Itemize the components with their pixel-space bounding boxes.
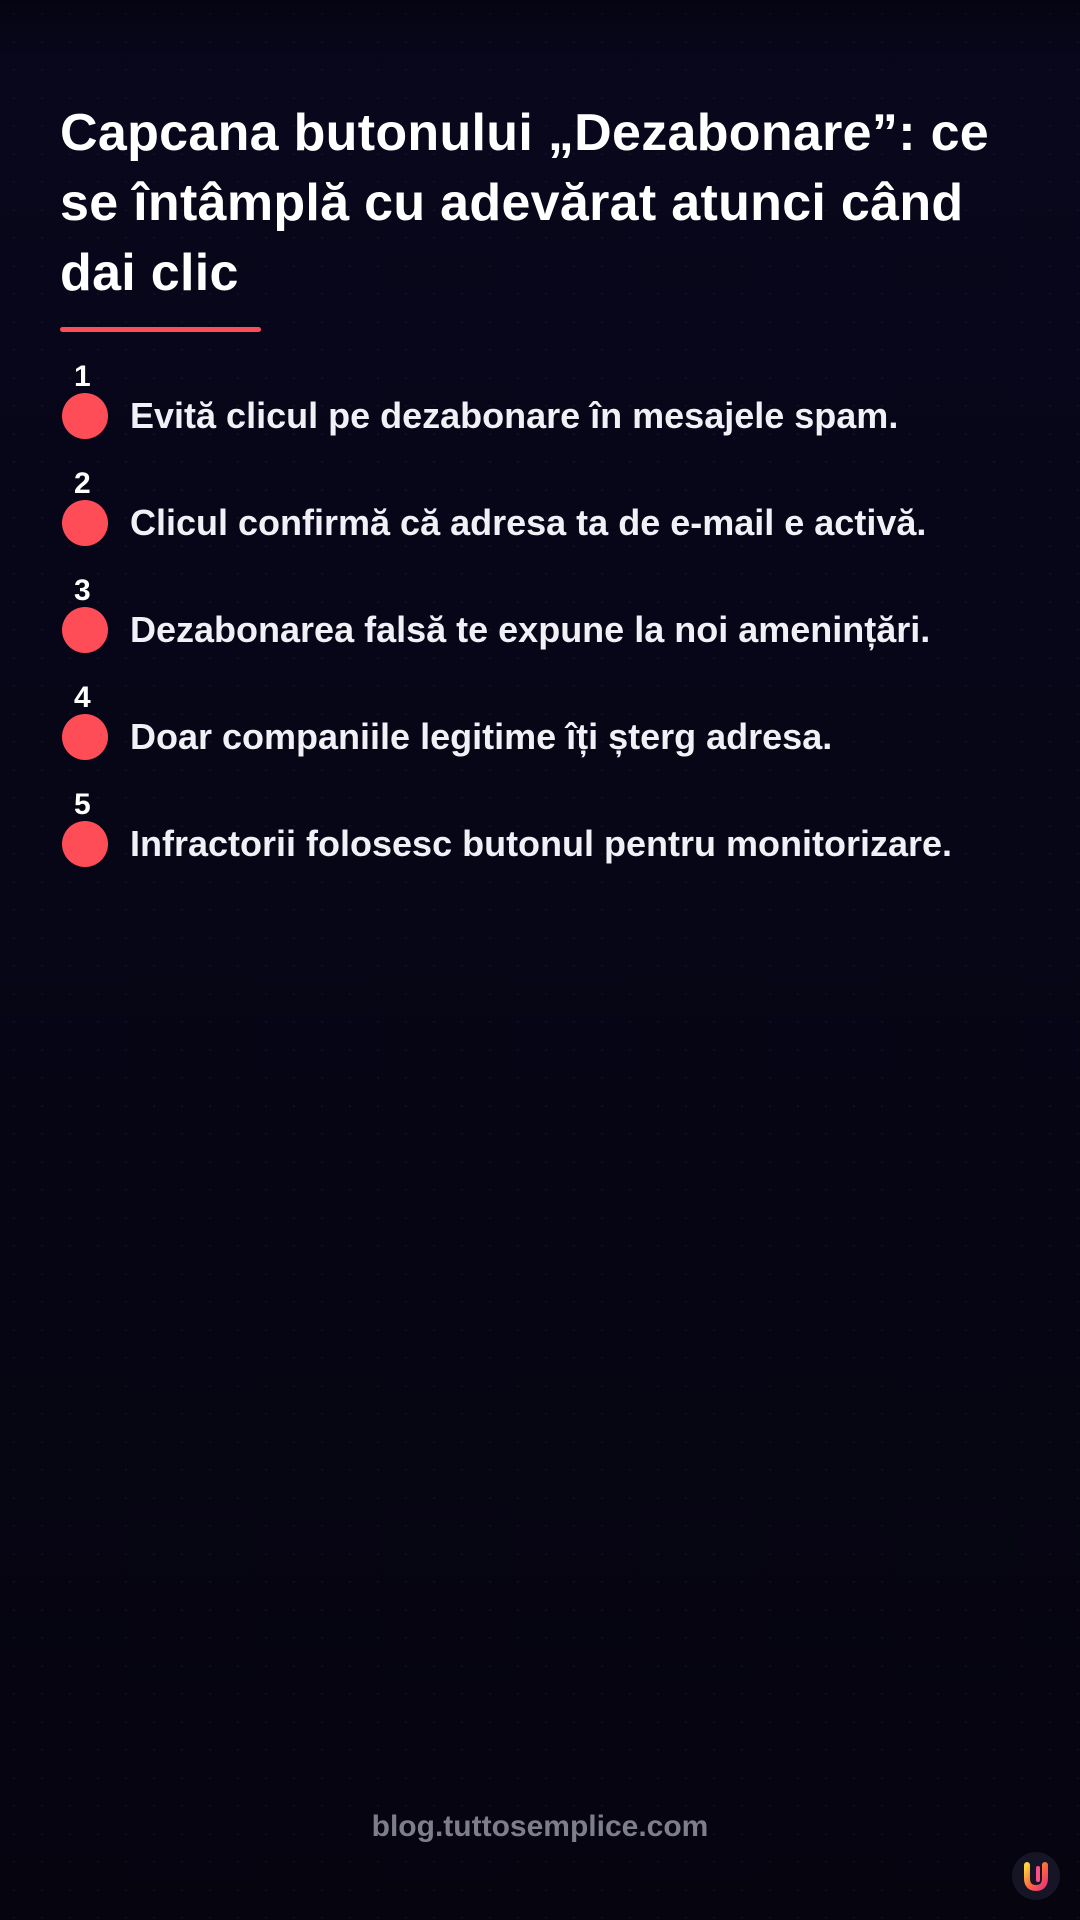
list-item (60, 790, 1020, 870)
tip-text: Infractorii folosesc butonul pentru monitorizare. (130, 823, 953, 864)
title-underline (60, 327, 261, 332)
tip-number: 2 (74, 467, 91, 500)
tip-text: Clicul confirmă că adresa ta de e-mail e activă. (130, 502, 927, 543)
u-letter-logo-icon (1012, 1852, 1060, 1900)
tip-number: 4 (74, 681, 91, 714)
bullet-dot-icon (62, 607, 108, 653)
top-fade (0, 0, 1080, 70)
bullet-dot-icon (62, 714, 108, 760)
list-item (60, 576, 1020, 656)
tips-list (60, 362, 1020, 897)
list-item (60, 469, 1020, 549)
bullet-dot-icon (62, 821, 108, 867)
tip-number: 3 (74, 574, 91, 607)
tip-number: 1 (74, 360, 91, 393)
tip-text: Dezabonarea falsă te expune la noi amenințări. (130, 609, 931, 650)
tip-text: Evită clicul pe dezabonare în mesajele spam. (130, 395, 899, 436)
tip-text: Doar companiile legitime îți șterg adresa. (130, 716, 833, 757)
list-item (60, 683, 1020, 763)
tip-number: 5 (74, 788, 91, 821)
bullet-dot-icon (62, 500, 108, 546)
bullet-dot-icon (62, 393, 108, 439)
list-item (60, 362, 1020, 442)
page-title: Capcana butonului „Dezabonare”: ce se întâmplă cu adevărat atunci când dai clic (60, 104, 990, 302)
footer-url: blog.tuttosemplice.com (371, 1810, 709, 1843)
